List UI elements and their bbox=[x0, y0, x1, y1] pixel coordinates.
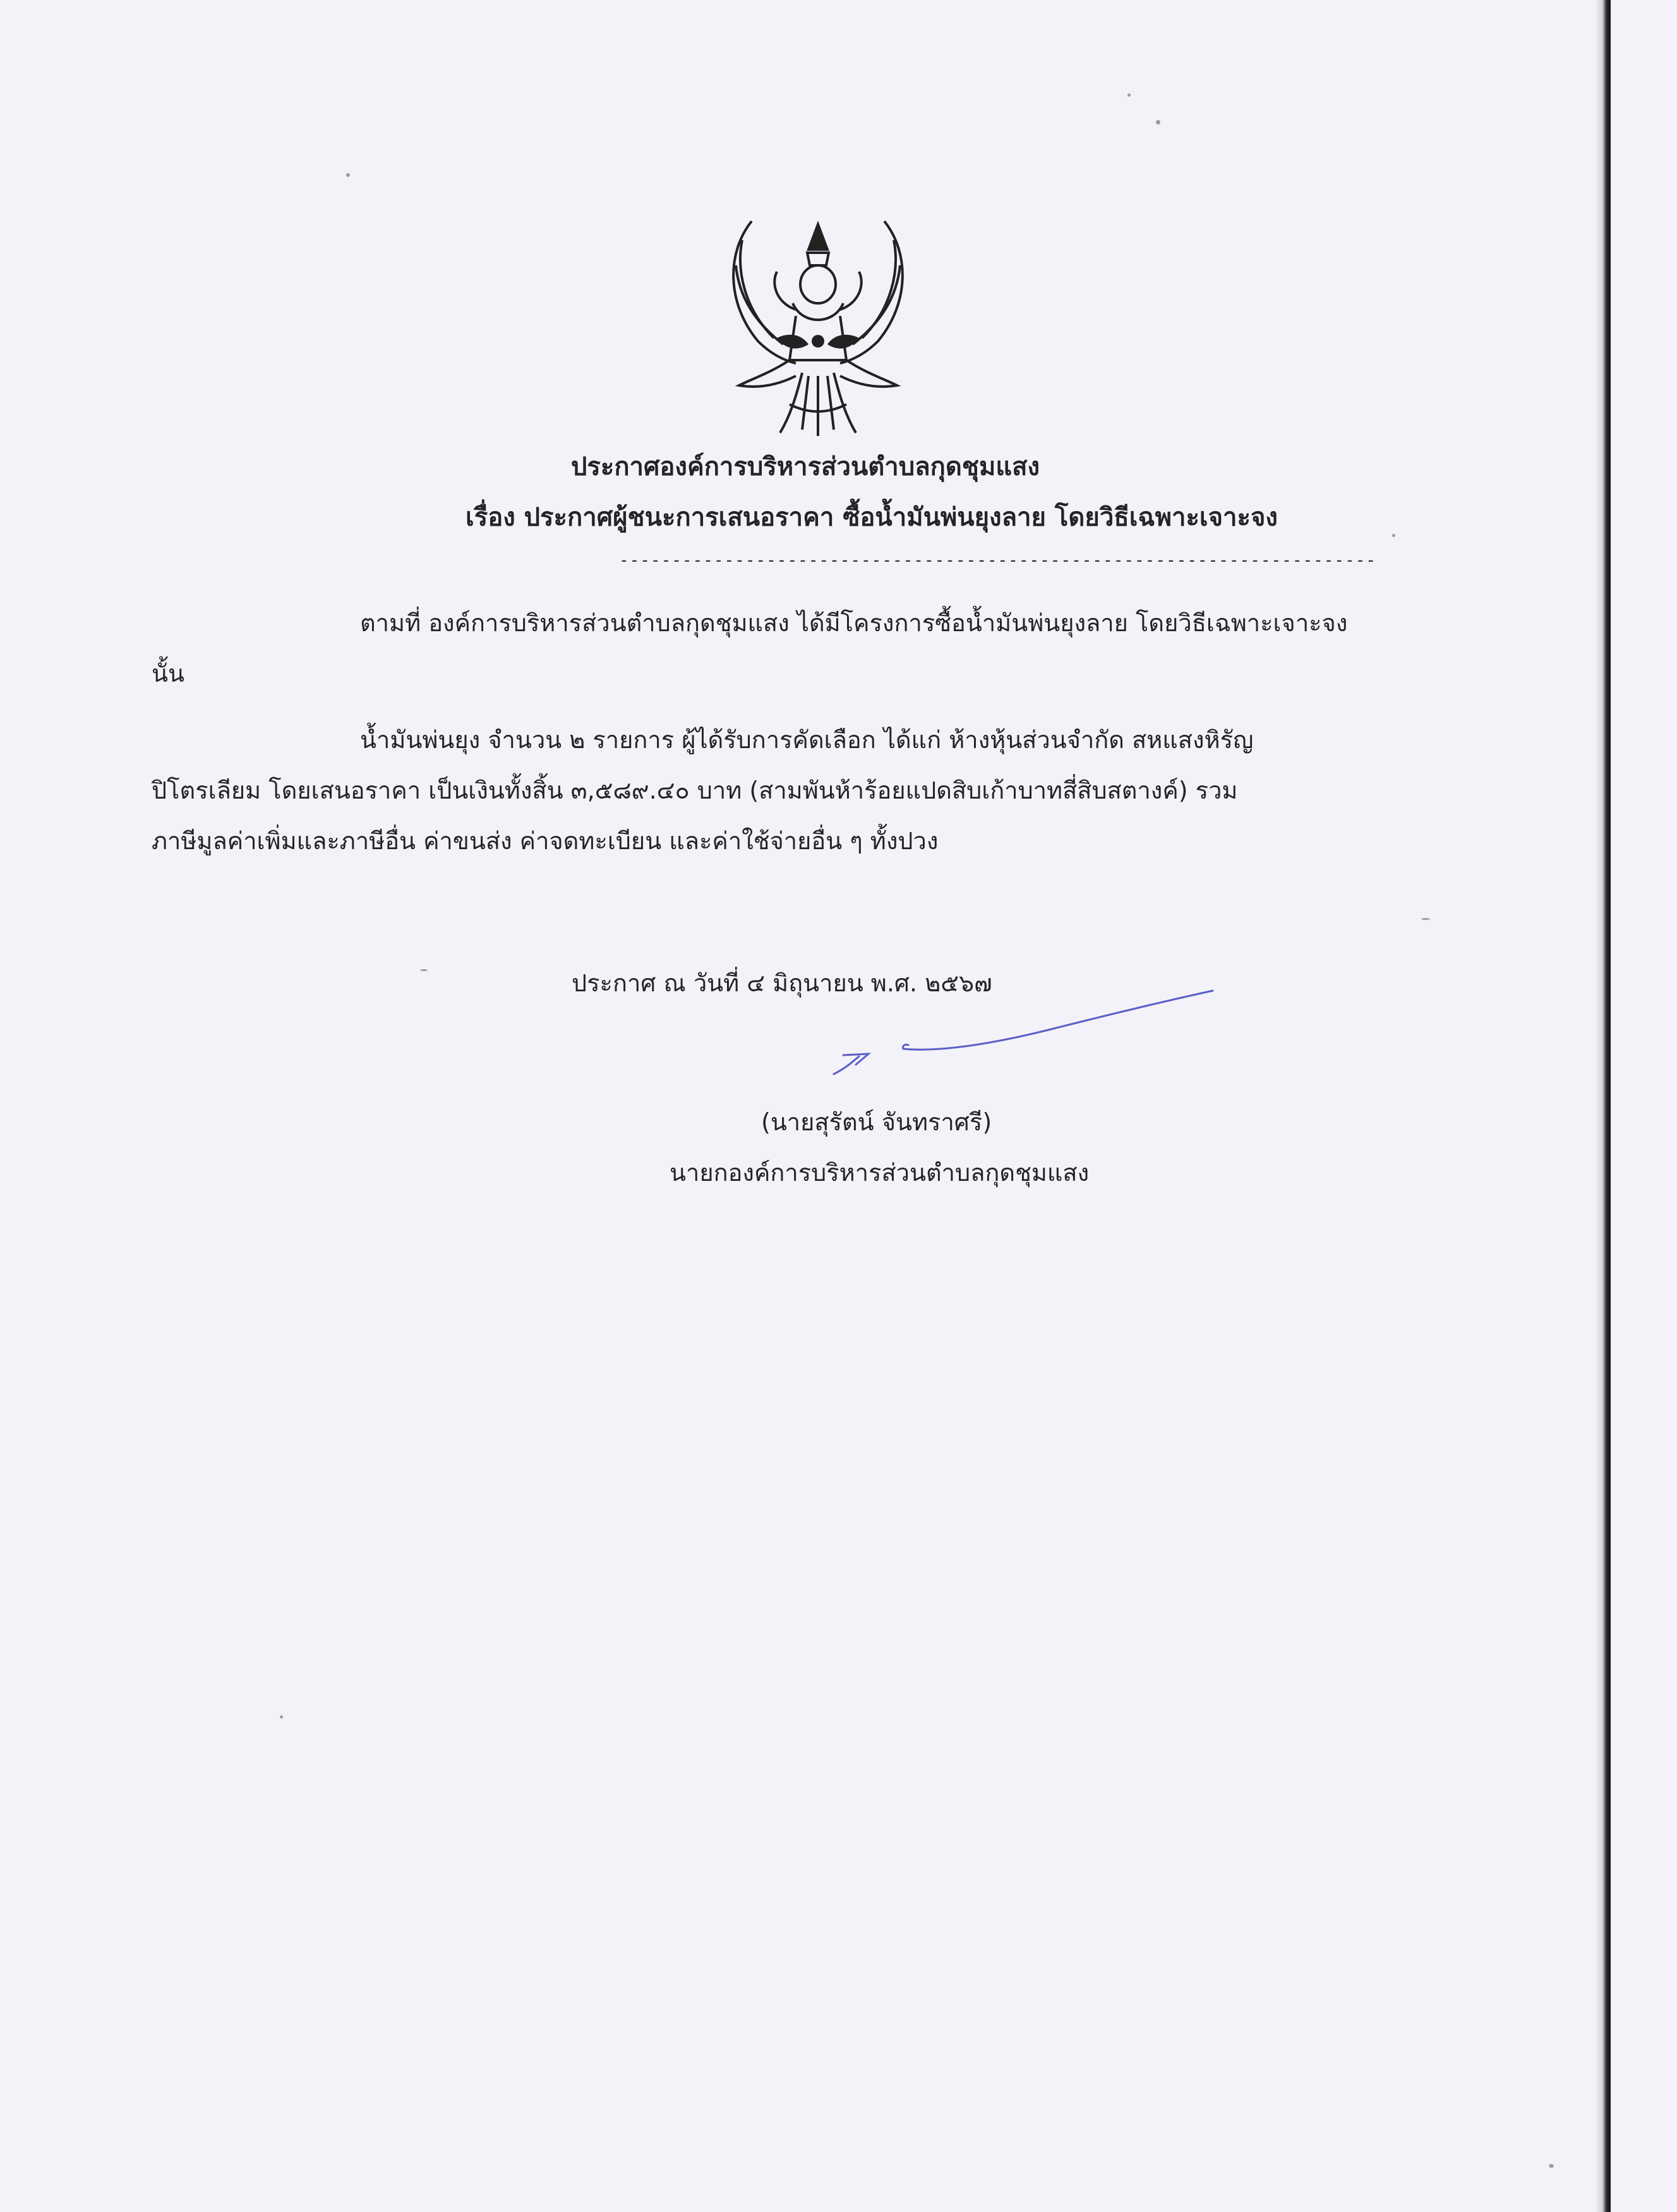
scan-speck bbox=[1127, 94, 1131, 97]
handwritten-signature bbox=[821, 986, 1225, 1080]
paragraph2-line1: น้ำมันพ่นยุง จำนวน ๒ รายการ ผู้ได้รับการคัดเลือก ได้แก่ ห้างหุ้นส่วนจำกัด สหแสงหิรัญ bbox=[360, 726, 1254, 754]
scan-speck bbox=[346, 173, 350, 177]
scan-speck bbox=[1156, 120, 1160, 124]
scan-speck bbox=[280, 1715, 283, 1719]
announcement-date: ประกาศ ณ วันที่ ๔ มิถุนายน พ.ศ. ๒๕๖๗ bbox=[572, 969, 992, 997]
paragraph2-line3: ภาษีมูลค่าเพิ่มและภาษีอื่น ค่าขนส่ง ค่าจดทะเบียน และค่าใช้จ่ายอื่น ๆ ทั้งปวง bbox=[152, 827, 939, 855]
scan-speck bbox=[1421, 918, 1430, 920]
paragraph1-line1: ตามที่ องค์การบริหารส่วนตำบลกุดชุมแสง ได้มีโครงการซื้อน้ำมันพ่นยุงลาย โดยวิธีเฉพาะเจาะจง bbox=[360, 609, 1348, 637]
signer-name: (นายสุรัตน์ จันทราศรี) bbox=[761, 1108, 992, 1136]
signer-position: นายกองค์การบริหารส่วนตำบลกุดชุมแสง bbox=[670, 1159, 1090, 1187]
garuda-emblem-icon bbox=[714, 215, 922, 442]
document-title: ประกาศองค์การบริหารส่วนตำบลกุดชุมแสง bbox=[570, 452, 1040, 481]
scan-speck bbox=[420, 969, 428, 971]
document-subject: เรื่อง ประกาศผู้ชนะการเสนอราคา ซื้อน้ำมันพ่นยุงลาย โดยวิธีเฉพาะเจาะจง bbox=[466, 503, 1278, 532]
paragraph1-line2: นั้น bbox=[152, 660, 184, 687]
scan-speck bbox=[1549, 2164, 1554, 2168]
paragraph2-line2: ปิโตรเลียม โดยเสนอราคา เป็นเงินทั้งสิ้น ๓,๕๘๙.๔๐ บาท (สามพันห้าร้อยแปดสิบเก้าบาทสี่สิบสตางค์) รวม bbox=[152, 777, 1238, 804]
title-divider: ------------------------------------------------------------------------ bbox=[619, 551, 1377, 570]
scan-edge bbox=[1597, 0, 1611, 2212]
scan-speck bbox=[1392, 534, 1395, 537]
